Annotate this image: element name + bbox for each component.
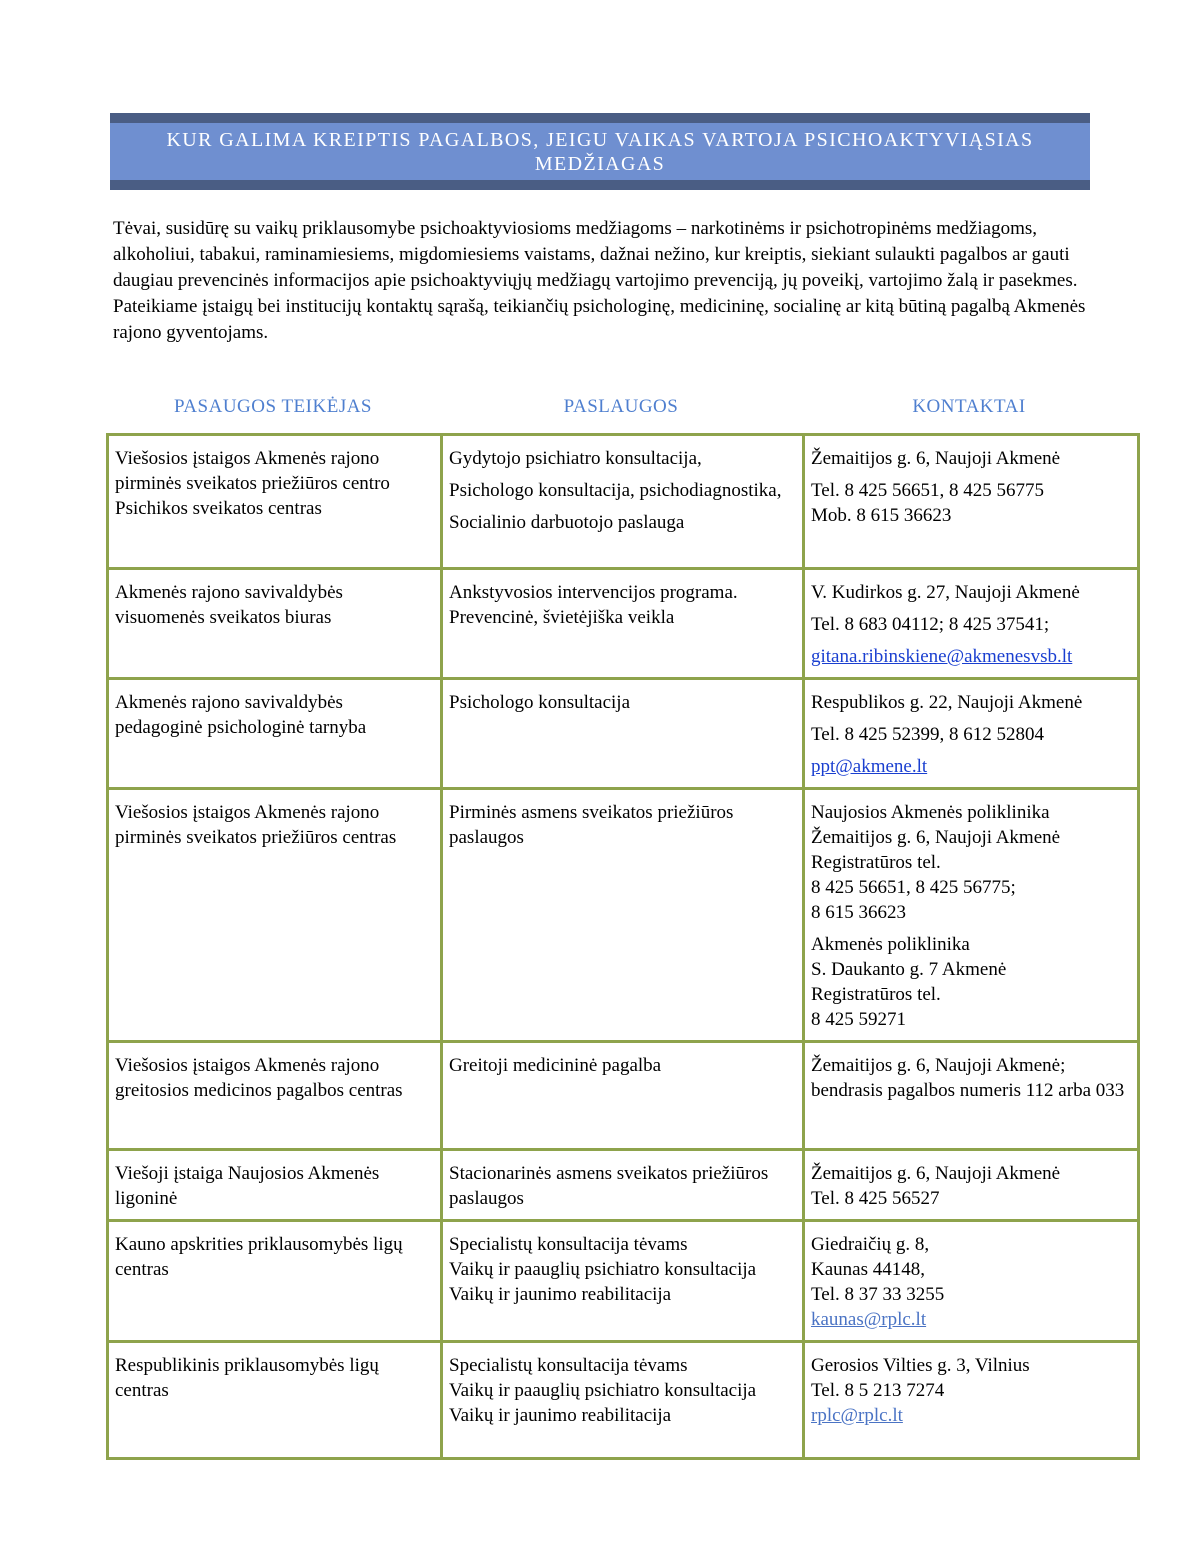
contact-address: Žemaitijos g. 6, Naujoji Akmenė bbox=[811, 827, 1061, 848]
contact-block bbox=[811, 932, 1131, 1032]
contacts-cell bbox=[804, 1221, 1139, 1342]
contact-phone: Tel. 8 425 56651, 8 425 56775 bbox=[811, 480, 1044, 501]
email-link[interactable]: rplc@rplc.lt bbox=[811, 1405, 903, 1426]
service-list bbox=[449, 1232, 796, 1307]
service-item: Pirminės asmens sveikatos priežiūros paslaugos bbox=[449, 802, 734, 848]
contact-name: Naujosios Akmenės poliklinika bbox=[811, 802, 1050, 823]
contact-address: S. Daukanto g. 7 Akmenė bbox=[811, 959, 1007, 980]
service-item: Vaikų ir jaunimo reabilitacija bbox=[449, 1405, 672, 1426]
services-cell bbox=[442, 435, 804, 569]
contact-mobile: Mob. 8 615 36623 bbox=[811, 505, 952, 526]
contacts-cell bbox=[804, 569, 1139, 679]
provider-cell bbox=[108, 435, 442, 569]
service-item: Stacionarinės asmens sveikatos priežiūros paslaugos bbox=[449, 1163, 769, 1209]
provider-name: Viešosios įstaigos Akmenės rajono pirminės sveikatos priežiūros centras bbox=[115, 802, 397, 848]
contact-block bbox=[811, 1161, 1131, 1211]
intro-paragraph: Tėvai, susidūrę su vaikų priklausomybe psichoaktyviosioms medžiagoms – narkotinėms ir psichotropinėms medžiagoms, alkoholiui, tabakui, raminamiesiems, migdomiesiems vaistams, dažnai nežino, kur kreiptis, siekiant sulaukti pagalbos ar gauti daugiau prevencinės informacijos apie psichoaktyviųjų medžiagų vartojimo prevenciją, jų poveikį, vartojimo žalą ir pasekmes. Pateikiame įstaigų bei institucijų kontaktų sąrašą, teikiančių psichologinę, medicininę, socialinę ar kitą būtiną pagalbą Akmenės rajono gyventojams. bbox=[113, 218, 1086, 343]
contact-label: Registratūros tel. bbox=[811, 984, 941, 1005]
contact-address: Žemaitijos g. 6, Naujoji Akmenė bbox=[811, 448, 1061, 469]
service-item: Ankstyvosios intervencijos programa. bbox=[449, 582, 738, 603]
contact-address: V. Kudirkos g. 27, Naujoji Akmenė bbox=[811, 582, 1080, 603]
contact-name: Akmenės poliklinika bbox=[811, 934, 970, 955]
contact-phone: 8 425 56651, 8 425 56775; bbox=[811, 877, 1016, 898]
column-header-services: PASLAUGOS bbox=[563, 396, 679, 417]
contact-phones bbox=[811, 478, 1131, 528]
column-headers bbox=[106, 396, 1136, 420]
table-row bbox=[108, 679, 1139, 789]
provider-cell bbox=[108, 1221, 442, 1342]
service-item: Greitoji medicininė pagalba bbox=[449, 1055, 662, 1076]
page-title: KUR GALIMA KREIPTIS PAGALBOS, JEIGU VAIKAS VARTOJA PSICHOAKTYVIĄSIAS MEDŽIAGAS bbox=[166, 128, 1034, 175]
service-item: Vaikų ir paauglių psichiatro konsultacija bbox=[449, 1380, 757, 1401]
service-item: Prevencinė, švietėjiška veikla bbox=[449, 607, 675, 628]
services-cell bbox=[442, 569, 804, 679]
service-item: Vaikų ir jaunimo reabilitacija bbox=[449, 1284, 672, 1305]
service-item: Vaikų ir paauglių psichiatro konsultacija bbox=[449, 1259, 757, 1280]
provider-name: Viešosios įstaigos Akmenės rajono greitosios medicinos pagalbos centras bbox=[115, 1055, 403, 1101]
contact-phone: 8 615 36623 bbox=[811, 902, 906, 923]
contact-city: Kaunas 44148, bbox=[811, 1259, 925, 1280]
provider-cell bbox=[108, 1342, 442, 1459]
contact-address: Giedraičių g. 8, bbox=[811, 1234, 930, 1255]
contact-phone: Tel. 8 425 52399, 8 612 52804 bbox=[811, 724, 1044, 745]
service-item: Psichologo konsultacija, psichodiagnostika, bbox=[449, 480, 782, 501]
contact-address: Žemaitijos g. 6, Naujoji Akmenė; bendrasis pagalbos numeris 112 arba 033 bbox=[811, 1055, 1125, 1101]
contact-label: Registratūros tel. bbox=[811, 852, 941, 873]
provider-cell bbox=[108, 789, 442, 1042]
table-row bbox=[108, 789, 1139, 1042]
services-cell bbox=[442, 789, 804, 1042]
table-row bbox=[108, 435, 1139, 569]
contact-phone: Tel. 8 5 213 7274 bbox=[811, 1380, 945, 1401]
services-cell bbox=[442, 1342, 804, 1459]
service-item: Specialistų konsultacija tėvams bbox=[449, 1234, 688, 1255]
contact-address: Žemaitijos g. 6, Naujoji Akmenė bbox=[811, 1163, 1061, 1184]
contacts-table bbox=[106, 433, 1140, 1460]
provider-cell bbox=[108, 1150, 442, 1221]
email-link[interactable]: kaunas@rplc.lt bbox=[811, 1309, 927, 1330]
contacts-cell bbox=[804, 679, 1139, 789]
provider-name: Viešosios įstaigos Akmenės rajono pirminės sveikatos priežiūros centro Psichikos sveikatos centras bbox=[115, 448, 390, 519]
services-cell bbox=[442, 1221, 804, 1342]
contact-block bbox=[811, 800, 1131, 925]
contact-address: Respublikos g. 22, Naujoji Akmenė bbox=[811, 692, 1083, 713]
provider-cell bbox=[108, 569, 442, 679]
contact-block bbox=[811, 1353, 1131, 1428]
contact-phone: Tel. 8 37 33 3255 bbox=[811, 1284, 945, 1305]
contacts-cell bbox=[804, 1342, 1139, 1459]
table-row bbox=[108, 1221, 1139, 1342]
contacts-cell bbox=[804, 1042, 1139, 1150]
column-header-provider: PASAUGOS TEIKĖJAS bbox=[173, 396, 373, 417]
services-cell bbox=[442, 679, 804, 789]
service-item: Socialinio darbuotojo paslauga bbox=[449, 512, 685, 533]
contact-phone: Tel. 8 425 56527 bbox=[811, 1188, 940, 1209]
service-list bbox=[449, 1353, 796, 1428]
services-cell bbox=[442, 1150, 804, 1221]
provider-name: Viešoji įstaiga Naujosios Akmenės ligoninė bbox=[115, 1163, 380, 1209]
table-row bbox=[108, 1342, 1139, 1459]
table-row bbox=[108, 1150, 1139, 1221]
table-row bbox=[108, 569, 1139, 679]
provider-name: Akmenės rajono savivaldybės visuomenės sveikatos biuras bbox=[115, 582, 343, 628]
service-list bbox=[449, 580, 796, 630]
contact-phone: Tel. 8 683 04112; 8 425 37541; bbox=[811, 614, 1050, 635]
service-item: Gydytojo psichiatro konsultacija, bbox=[449, 448, 702, 469]
provider-cell bbox=[108, 1042, 442, 1150]
provider-name: Kauno apskrities priklausomybės ligų centras bbox=[115, 1234, 403, 1280]
column-header-contacts: KONTAKTAI bbox=[912, 396, 1026, 417]
service-item: Specialistų konsultacija tėvams bbox=[449, 1355, 688, 1376]
contact-block bbox=[811, 1232, 1131, 1332]
email-link[interactable]: gitana.ribinskiene@akmenesvsb.lt bbox=[811, 646, 1073, 667]
email-link[interactable]: ppt@akmene.lt bbox=[811, 756, 928, 777]
table-row bbox=[108, 1042, 1139, 1150]
contacts-cell bbox=[804, 789, 1139, 1042]
provider-cell bbox=[108, 679, 442, 789]
title-banner bbox=[110, 113, 1090, 190]
provider-name: Respublikinis priklausomybės ligų centras bbox=[115, 1355, 379, 1401]
services-cell bbox=[442, 1042, 804, 1150]
service-item: Psichologo konsultacija bbox=[449, 692, 631, 713]
contacts-cell bbox=[804, 435, 1139, 569]
provider-name: Akmenės rajono savivaldybės pedagoginė psichologinė tarnyba bbox=[115, 692, 367, 738]
contact-phone: 8 425 59271 bbox=[811, 1009, 906, 1030]
contacts-cell bbox=[804, 1150, 1139, 1221]
contact-address: Gerosios Vilties g. 3, Vilnius bbox=[811, 1355, 1030, 1376]
